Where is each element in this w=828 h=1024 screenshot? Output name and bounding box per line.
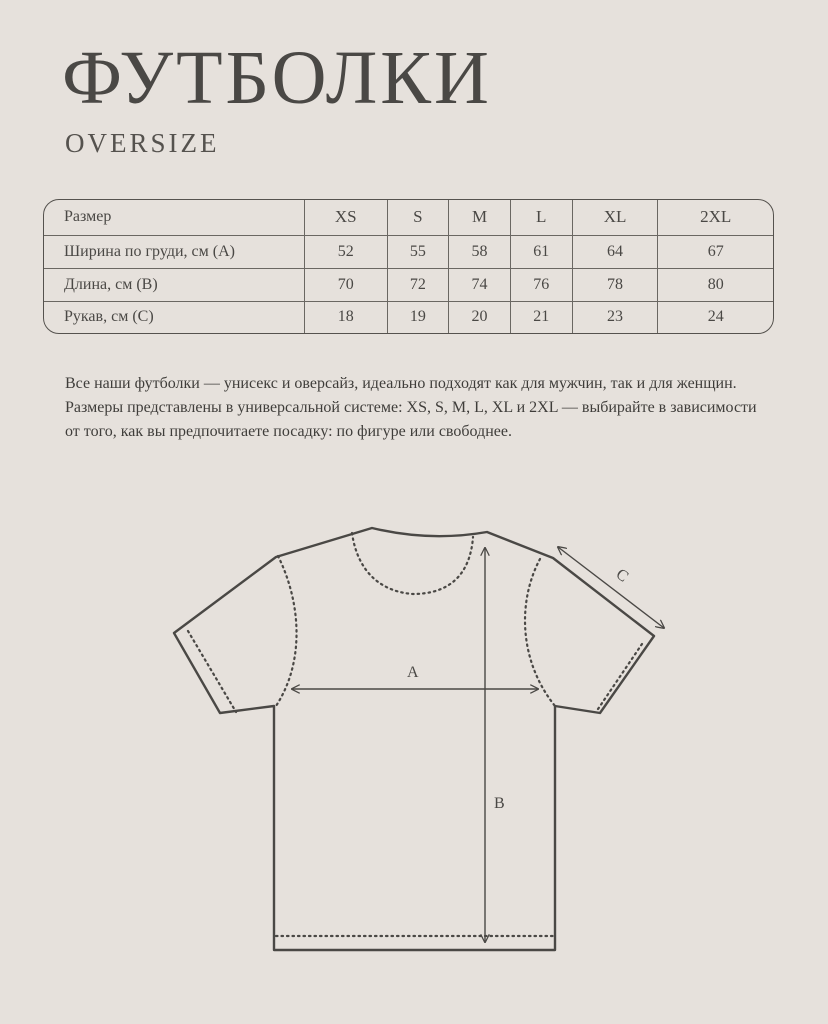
size-s: S [387, 200, 449, 235]
size-xl: XL [572, 200, 658, 235]
cell-chest-l: 61 [510, 235, 572, 268]
cell-chest-xl: 64 [572, 235, 658, 268]
page-subtitle: OVERSIZE [65, 128, 220, 158]
cell-sleeve-xl: 23 [572, 301, 658, 333]
size-2xl: 2XL [658, 200, 773, 235]
row-label-sleeve: Рукав, см (C) [44, 301, 305, 333]
cell-length-xs: 70 [305, 268, 388, 301]
cell-chest-xs: 52 [305, 235, 388, 268]
cell-length-m: 74 [449, 268, 511, 301]
label-c: C [612, 565, 632, 586]
row-label-chest: Ширина по груди, см (А) [44, 235, 305, 268]
cell-length-s: 72 [387, 268, 449, 301]
tshirt-outline [174, 528, 654, 950]
cell-sleeve-2xl: 24 [707, 308, 724, 326]
row-label-length: Длина, см (B) [44, 268, 305, 301]
size-l: L [510, 200, 572, 235]
stitch-lines [188, 533, 642, 936]
label-a: A [407, 664, 419, 681]
size-header-label: Размер [44, 200, 305, 235]
cell-sleeve-xs: 18 [305, 301, 388, 333]
size-xs: XS [305, 200, 388, 235]
cell-sleeve-m: 20 [449, 301, 511, 333]
cell-length-2xl: 80 [658, 268, 773, 301]
page-title: ФУТБОЛКИ [62, 36, 492, 120]
cell-sleeve-l: 21 [510, 301, 572, 333]
description-text: Все наши футболки — унисекс и оверсайз, идеально подходят как для мужчин, так и для женщин. Размеры представлены в универсальной системе: XS, S, M, L, XL и 2XL — выбирайте в зависимости от того, как вы предпочитаете посадку: по фигуре или свободнее. [65, 375, 757, 440]
label-b: B [494, 795, 505, 812]
cell-length-l: 76 [510, 268, 572, 301]
cell-sleeve-s: 19 [387, 301, 449, 333]
cell-length-xl: 78 [572, 268, 658, 301]
cell-chest-2xl: 67 [658, 235, 773, 268]
cell-chest-m: 58 [449, 235, 511, 268]
size-m: M [449, 200, 511, 235]
arrow-sleeve-c [558, 547, 664, 628]
cell-chest-s: 55 [387, 235, 449, 268]
